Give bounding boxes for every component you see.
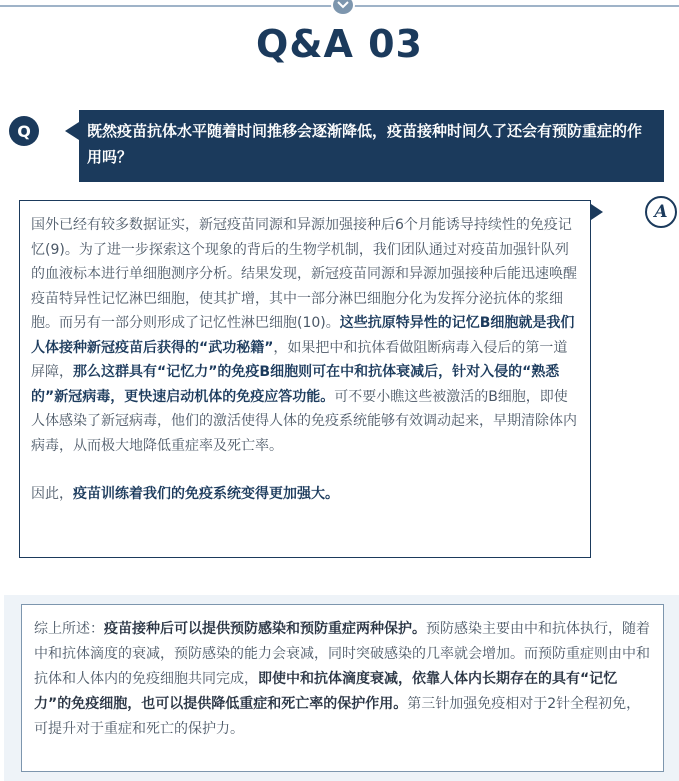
summary-text: 预防感染主要由中和抗体执行，随着中和抗体滴度的衰减，预防感染的能力会衰减，同时突破感染的几率就会增加。而预防重症则由中和抗体和人体内的免疫细胞共同完成， [34,621,650,687]
answer-highlight: 疫苗训练着我们的免疫系统变得更加强大。 [73,486,339,502]
answer-conclusion [31,482,578,507]
answer-highlight: 这些抗原特异性的记忆B细胞就是我们人体接种新冠疫苗后获得的“武功秘籍” [31,315,575,356]
top-badge [331,0,355,16]
answer-text: ，如果把中和抗体看做阻断病毒入侵后的第一道屏障， [31,339,568,380]
answer-pointer [591,204,603,220]
answer-text: 因此， [31,486,73,502]
summary-highlight: 即使中和抗体滴度衰减，依靠人体内长期存在的具有“记忆力”的免疫细胞，也可以提供降低重症和死亡率的保护作用。 [34,671,618,712]
answer-highlight: 那么这群具有“记忆力”的免疫B细胞则可在中和抗体衰减后，针对入侵的“熟悉的”新冠病毒，更快速启动机体的免疫应答功能。 [31,364,560,405]
answer-text: 可不要小瞧这些被激活的B细胞，即使人体感染了新冠病毒，他们的激活使得人体的免疫系统能够有效调动起来，早期清除体内病毒，从而极大地降低重症率及死亡率。 [31,388,577,454]
answer-badge: A [645,196,677,228]
answer-text: 国外已经有较多数据证实，新冠疫苗同源和异源加强接种后6个月能诱导持续性的免疫记忆(9)。为了进一步探索这个现象的背后的生物学机制，我们团队通过对疫苗加强针队列的血液标本进行单细胞测序分析。结果发现，新冠疫苗同源和异源加强接种后能迅速唤醒疫苗特异性记忆淋巴细胞，使其扩增，其中一部分淋巴细胞分化为发挥分泌抗体的浆细胞。而另有一部分则形成了记忆性淋巴细胞(10)。 [31,217,577,331]
page-title: Q&A 03 [256,22,423,66]
summary-text: 综上所述： [34,621,104,637]
summary-highlight: 疫苗接种后可以提供预防感染和预防重症两种保护。 [104,621,426,637]
question-badge: Q [9,116,39,146]
question-pointer [65,122,79,140]
summary-box [21,604,664,772]
answer-paragraph [31,213,578,458]
chevron-down-icon [337,1,349,9]
question-text: 既然疫苗抗体水平随着时间推移会逐渐降低，疫苗接种时间久了还会有预防重症的作用吗？ [87,122,643,166]
question-box [79,110,664,182]
answer-box [19,200,591,558]
summary-text: 第三针加强免疫相对于2针全程初免，可提升对于重症和死亡的保护力。 [34,696,641,737]
